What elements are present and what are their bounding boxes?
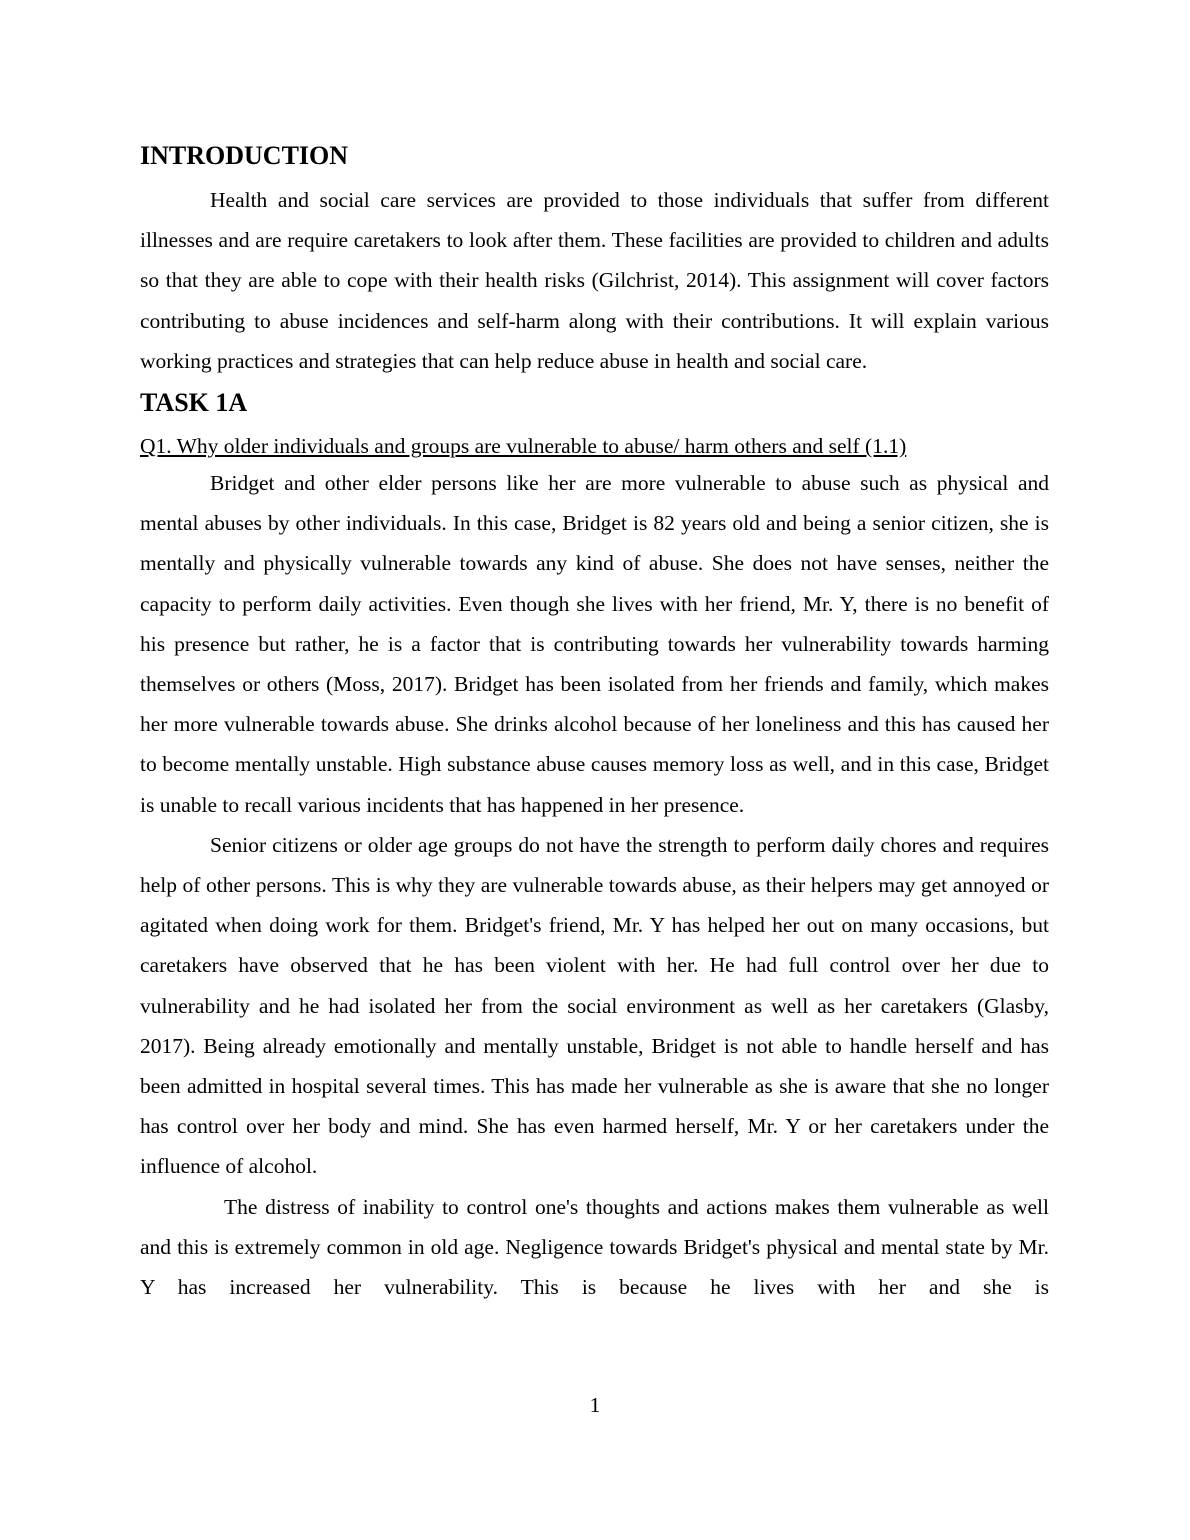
task-1a-paragraph-3: The distress of inability to control one's thoughts and actions makes them vulnerable as well and this is extremely common in old age. Negligence towards Bridget's physical and mental state by Mr. Y has increased her vulnerability. This is because he lives with her and she is <box>140 1194 1049 1300</box>
task-1a-heading: TASK 1A <box>140 388 248 418</box>
document-page <box>140 138 1049 1307</box>
task-1a-paragraph-1: Bridget and other elder persons like her are more vulnerable to abuse such as physical and mental abuses by other individuals. In this case, Bridget is 82 years old and being a senior citizen, she is mentally and physically vulnerable towards any kind of abuse. She does not have senses, neither the capacity to perform daily activities. Even though she lives with her friend, Mr. Y, there is no benefit of his presence but rather, he is a factor that is contributing towards her vulnerability towards harming themselves or others (Moss, 2017). Bridget has been isolated from her friends and family, which makes her more vulnerable towards abuse. She drinks alcohol because of her loneliness and this has caused her to become mentally unstable. High substance abuse causes memory loss as well, and in this case, Bridget is unable to recall various incidents that has happened in her presence. <box>140 471 1049 817</box>
introduction-heading: INTRODUCTION <box>140 141 349 170</box>
question-1-heading: Q1. Why older individuals and groups are vulnerable to abuse/ harm others and self (1.1) <box>140 434 907 459</box>
page-number: 1 <box>589 1393 601 1417</box>
task-1a-paragraph-2: Senior citizens or older age groups do not have the strength to perform daily chores and requires help of other persons. This is why they are vulnerable towards abuse, as their helpers may get annoyed or agitated when doing work for them. Bridget's friend, Mr. Y has helped her out on many occasions, but caretakers have observed that he has been violent with her. He had full control over her due to vulnerability and he had isolated her from the social environment as well as her caretakers (Glasby, 2017). Being already emotionally and mentally unstable, Bridget is not able to handle herself and has been admitted in hospital several times. This has made her vulnerable as she is aware that she no longer has control over her body and mind. She has even harmed herself, Mr. Y or her caretakers under the influence of alcohol. <box>140 832 1049 1179</box>
introduction-paragraph: Health and social care services are provided to those individuals that suffer from different illnesses and are require caretakers to look after them. These facilities are provided to children and adults so that they are able to cope with their health risks (Gilchrist, 2014). This assignment will cover factors contributing to abuse incidences and self-harm along with their contributions. It will explain various working practices and strategies that can help reduce abuse in health and social care. <box>140 188 1049 373</box>
